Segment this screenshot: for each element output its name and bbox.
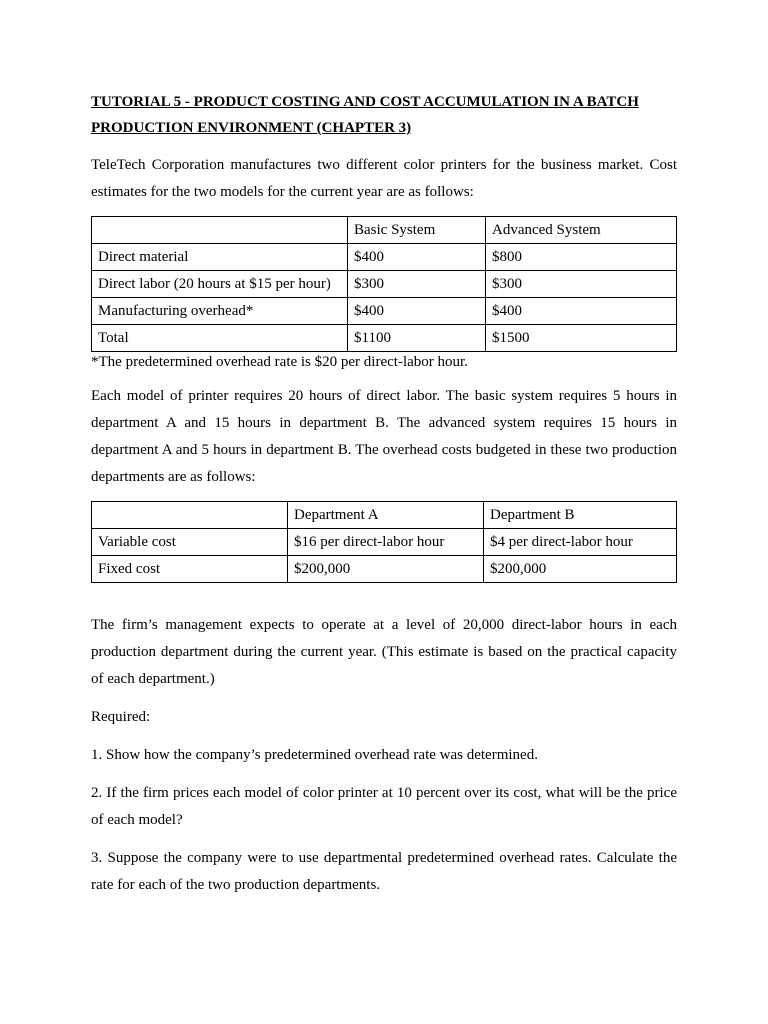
cell-value: $16 per direct-labor hour — [288, 529, 484, 556]
table-row — [92, 529, 677, 556]
department-overhead-table — [91, 501, 677, 583]
question-3: 3. Suppose the company were to use departmental predetermined overhead rates. Calculate the rate for each of the two production departments. — [91, 850, 677, 893]
row-label: Fixed cost — [92, 556, 288, 583]
cell-value: $400 — [348, 298, 486, 325]
intro-paragraph: TeleTech Corporation manufactures two different color printers for the business market. Cost estimates for the two models for the current year are as follows: — [91, 157, 677, 200]
document-page — [91, 89, 677, 899]
question-1: 1. Show how the company’s predetermined overhead rate was determined. — [91, 747, 538, 763]
cell-value: $800 — [486, 244, 677, 271]
cell-value: $4 per direct-labor hour — [484, 529, 677, 556]
document-title — [91, 89, 677, 141]
table-row — [92, 244, 677, 271]
title-line-2: PRODUCTION ENVIRONMENT (CHAPTER 3) — [91, 120, 412, 136]
table-row — [92, 271, 677, 298]
title-line-1: TUTORIAL 5 - PRODUCT COSTING AND COST ACCUMULATION IN A BATCH — [91, 94, 639, 110]
table-header-row — [92, 502, 677, 529]
header-cell-department-b: Department B — [484, 502, 677, 529]
row-label: Variable cost — [92, 529, 288, 556]
cell-value: $1500 — [486, 325, 677, 352]
header-cell-basic-system: Basic System — [348, 217, 486, 244]
table-header-row — [92, 217, 677, 244]
labor-hours-paragraph: Each model of printer requires 20 hours of direct labor. The basic system requires 5 hours in department A and 15 hours in department B. The advanced system requires 15 hours in department A and 5 hours in department B. The overhead costs budgeted in these two production departments are as follows: — [91, 388, 677, 485]
table-row — [92, 556, 677, 583]
overhead-footnote: *The predetermined overhead rate is $20 per direct-labor hour. — [91, 354, 468, 370]
row-label: Direct material — [92, 244, 348, 271]
cell-value: $200,000 — [484, 556, 677, 583]
header-cell-empty — [92, 217, 348, 244]
table-row — [92, 298, 677, 325]
row-label: Total — [92, 325, 348, 352]
header-cell-department-a: Department A — [288, 502, 484, 529]
row-label: Manufacturing overhead* — [92, 298, 348, 325]
row-label: Direct labor (20 hours at $15 per hour) — [92, 271, 348, 298]
cell-value: $400 — [348, 244, 486, 271]
cell-value: $200,000 — [288, 556, 484, 583]
cell-value: $300 — [348, 271, 486, 298]
cost-estimates-table — [91, 216, 677, 352]
capacity-paragraph: The firm’s management expects to operate at a level of 20,000 direct-labor hours in each production department during the current year. (This estimate is based on the practical capacity of each department.) — [91, 617, 677, 687]
header-cell-advanced-system: Advanced System — [486, 217, 677, 244]
cell-value: $1100 — [348, 325, 486, 352]
question-2: 2. If the firm prices each model of color printer at 10 percent over its cost, what will be the price of each model? — [91, 785, 677, 828]
required-label: Required: — [91, 709, 151, 725]
header-cell-empty — [92, 502, 288, 529]
cell-value: $300 — [486, 271, 677, 298]
section-spacer — [91, 583, 677, 601]
cell-value: $400 — [486, 298, 677, 325]
table-row — [92, 325, 677, 352]
